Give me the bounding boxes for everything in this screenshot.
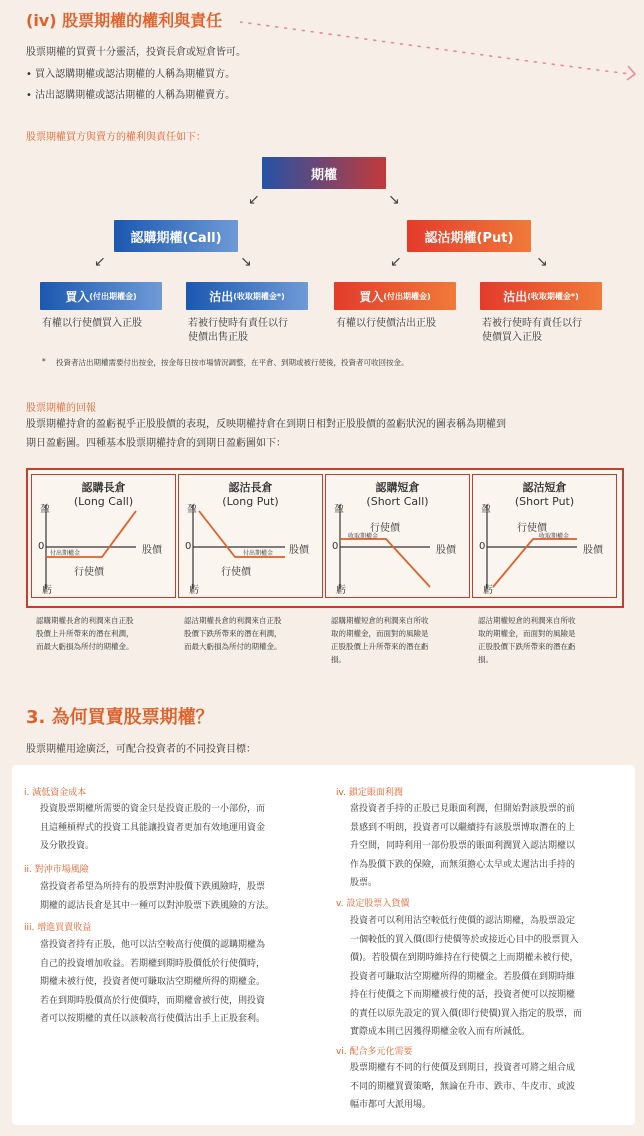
section-3-intro: 股票期權用途廣泛，可配合投資者的不同投資目標： bbox=[26, 744, 256, 755]
call-sell-label: 沽出 bbox=[209, 289, 234, 304]
panel-long-call bbox=[31, 474, 176, 598]
panel-subtitle: (Short Call) bbox=[366, 495, 429, 508]
desc-line: 而最大虧損為所付的期權金。 bbox=[36, 642, 134, 651]
price-label: 股價 bbox=[142, 545, 162, 556]
reason-line: 升空間，同時利用一部份股票的賬面利潤買入認沽期權以 bbox=[350, 841, 576, 851]
call-sell-desc-1: 若被行使時有責任以行 bbox=[188, 318, 288, 329]
arrow-right-icon: ↘ bbox=[388, 192, 400, 208]
short-put-desc bbox=[478, 614, 606, 666]
zero-label: 0 bbox=[479, 541, 486, 552]
strike-label: 行使價 bbox=[74, 567, 104, 578]
reason-title: v. 設定股票入貨價 bbox=[336, 899, 410, 909]
premium-label: 收取期權金 bbox=[539, 533, 570, 540]
call-sell-box bbox=[186, 282, 308, 310]
bullet-seller: • 沽出認購期權或認沽期權的人稱為期權賣方。 bbox=[26, 90, 236, 101]
section-iv-title: (iv) 股票期權的權利與責任 bbox=[26, 11, 223, 30]
profit-label: 盈 bbox=[481, 504, 491, 515]
reason-line: 股票。 bbox=[350, 878, 378, 888]
long-put-desc bbox=[184, 614, 312, 653]
call-buy-desc: 有權以行使價買入正股 bbox=[42, 318, 142, 329]
panel-short-put bbox=[472, 474, 617, 598]
price-label: 股價 bbox=[436, 545, 456, 556]
put-buy-label: 買入 bbox=[359, 289, 384, 304]
loss-label: 虧 bbox=[42, 585, 52, 596]
long-call-desc bbox=[36, 614, 164, 653]
reason-body bbox=[40, 878, 274, 915]
options-box: 期權 bbox=[262, 157, 386, 189]
reason-line: 的責任以原先設定的買入價(即行使價)買入指定的股票，而 bbox=[350, 1008, 583, 1019]
returns-heading: 股票期權的回報 bbox=[26, 403, 96, 414]
panel-short-call bbox=[325, 474, 470, 598]
call-buy-note: (付出期權金) bbox=[89, 291, 137, 301]
put-buy-note: (付出期權金) bbox=[383, 291, 431, 301]
reason-line: 及分散投資。 bbox=[40, 841, 95, 851]
call-sell-note: (收取期權金*) bbox=[233, 291, 285, 301]
reason-body bbox=[350, 800, 575, 893]
profit-label: 盈 bbox=[334, 504, 344, 515]
returns-text-1: 股票期權持倉的盈虧視乎正股股價的表現，反映期權持倉在到期日相對正股股價的盈虧狀況的圖表稱為期權到 bbox=[26, 419, 506, 430]
reason-line: 當投資者手持的正股已見賬面利潤，但開始對該股票的前 bbox=[350, 804, 576, 814]
desc-line: 正股股價上升所帶來的潛在虧 bbox=[331, 642, 429, 651]
bullet-buyer: • 買入認購期權或認沽期權的人稱為期權買方。 bbox=[26, 69, 236, 80]
desc-line: 正股股價下跌所帶來的潛在虧 bbox=[478, 642, 576, 651]
put-sell-desc-1: 若被行使時有責任以行 bbox=[482, 318, 582, 329]
premium-label: 付出期權金 bbox=[50, 550, 81, 557]
long-put-chart bbox=[179, 475, 322, 597]
strike-label: 行使價 bbox=[370, 523, 400, 534]
desc-line: 認沽期權短倉的利潤來自所收 bbox=[478, 616, 576, 625]
reason-line: 投資者可賺取沽空期權所得的期權金。若股價在到期時維 bbox=[350, 971, 576, 982]
call-sell-desc-2: 使價出售正股 bbox=[188, 332, 248, 343]
desc-line: 認購期權長倉的利潤來自正股 bbox=[36, 616, 134, 625]
desc-line: 損。 bbox=[478, 655, 493, 664]
panel-subtitle: (Long Call) bbox=[73, 495, 134, 508]
price-label: 股價 bbox=[289, 545, 309, 556]
reason-line: 投資股票期權所需要的資金只是投資正股的一小部份，而 bbox=[40, 804, 266, 814]
reason-title: iii. 增進買賣收益 bbox=[24, 923, 92, 933]
rights-subheading: 股票期權買方與賣方的權利與責任如下： bbox=[26, 132, 206, 143]
premium-label: 付出期權金 bbox=[243, 550, 274, 557]
panel-title: 認購短倉 bbox=[375, 481, 420, 494]
desc-line: 損。 bbox=[331, 655, 346, 664]
reason-line: 自己的投資增加收益。若期權到期時股價低於行使價時， bbox=[40, 958, 266, 969]
desc-line: 認沽期權長倉的利潤來自正股 bbox=[184, 616, 282, 625]
panel-subtitle: (Long Put) bbox=[222, 495, 279, 508]
footnote-star: * bbox=[42, 357, 46, 366]
reason-body bbox=[40, 936, 265, 1029]
desc-line: 取的期權金，而面對的風險是 bbox=[331, 629, 429, 638]
put-sell-label: 沽出 bbox=[503, 289, 528, 304]
reason-line: 且這種槓桿式的投資工具能讓投資者更加有效地運用資金 bbox=[40, 822, 266, 833]
zero-label: 0 bbox=[332, 541, 339, 552]
desc-line: 股價下跌所帶來的潛在利潤， bbox=[184, 629, 282, 638]
put-sell-desc-2: 使價買入正股 bbox=[482, 332, 542, 343]
desc-line: 而最大虧損為所付的期權金。 bbox=[184, 642, 282, 651]
profit-label: 盈 bbox=[187, 504, 197, 515]
panel-title: 認沽長倉 bbox=[228, 481, 273, 494]
desc-line: 認購期權短倉的利潤來自所收 bbox=[331, 616, 429, 625]
loss-label: 虧 bbox=[483, 585, 493, 596]
reason-line: 作為股價下跌的保險，而無須擔心太早或太遲沽出手持的 bbox=[350, 859, 576, 870]
reason-line: 投資者可以利用沽空較低行使價的認沽期權，為股票設定 bbox=[350, 916, 576, 926]
arrow-down-right-icon: ↘ bbox=[536, 254, 548, 270]
reason-line: 實際成本則已因獲得期權金收入而有所減低。 bbox=[350, 1027, 531, 1037]
call-buy-label: 買入 bbox=[65, 289, 90, 304]
reason-body bbox=[350, 912, 582, 1042]
zero-label: 0 bbox=[38, 541, 45, 552]
premium-label: 收取期權金 bbox=[348, 533, 379, 540]
reason-line: 若在到期時股價高於行使價時，而期權會被行使，則投資 bbox=[40, 995, 266, 1006]
arrow-down-left-icon: ↙ bbox=[390, 254, 402, 270]
reason-body bbox=[350, 1059, 575, 1115]
reason-line: 期權的認沽長倉是其中一種可以對沖股票下跌風險的方法。 bbox=[40, 900, 275, 911]
intro-text: 股票期權的買賣十分靈活，投資長倉或短倉皆可。 bbox=[26, 47, 246, 58]
reason-line: 幅市都可大派用場。 bbox=[350, 1100, 432, 1110]
decorative-dotted-arrow bbox=[240, 18, 640, 88]
reason-title: i. 減低資金成本 bbox=[24, 788, 87, 798]
profit-label: 盈 bbox=[40, 504, 50, 515]
call-option-box: 認購期權(Call) bbox=[114, 220, 238, 252]
reason-body bbox=[40, 800, 265, 856]
panel-long-put bbox=[178, 474, 323, 598]
price-label: 股價 bbox=[583, 545, 603, 556]
section-3-title: 3. 為何買賣股票期權？ bbox=[26, 707, 214, 728]
reason-line: 當投資者持有正股，他可以沽空較高行使價的認購期權為 bbox=[40, 940, 266, 950]
reason-line: 股票期權有不同的行使價及到期日，投資者可將之組合成 bbox=[350, 1063, 576, 1073]
reason-title: ii. 對沖市場風險 bbox=[24, 865, 89, 875]
panel-subtitle: (Short Put) bbox=[514, 495, 575, 508]
put-sell-note: (收取期權金*) bbox=[527, 291, 579, 301]
reason-line: 不同的期權買賣策略，無論在升市、跌市、牛皮市、或波 bbox=[350, 1081, 576, 1092]
loss-label: 虧 bbox=[336, 585, 346, 596]
arrow-left-icon: ↙ bbox=[248, 192, 260, 208]
arrow-down-right-icon: ↘ bbox=[240, 254, 252, 270]
reason-title: iv. 鎖定賬面利潤 bbox=[336, 788, 403, 798]
zero-label: 0 bbox=[185, 541, 192, 552]
short-call-desc bbox=[331, 614, 459, 666]
returns-text-2: 期日盈虧圖。四種基本股票期權持倉的到期日盈虧圖如下： bbox=[26, 438, 286, 449]
strike-label: 行使價 bbox=[517, 523, 547, 534]
reason-line: 持在行使價之下而期權被行使的話，投資者便可以按期權 bbox=[350, 990, 576, 1000]
put-option-box: 認沽期權(Put) bbox=[407, 220, 531, 252]
long-call-chart bbox=[32, 475, 175, 597]
desc-line: 股價上升所帶來的潛在利潤， bbox=[36, 629, 134, 638]
reason-line: 期權未被行使，投資者便可賺取沽空期權所得的期權金。 bbox=[40, 977, 266, 987]
desc-line: 取的期權金，而面對的風險是 bbox=[478, 629, 576, 638]
loss-label: 虧 bbox=[189, 585, 199, 596]
footnote: 投資者沽出期權需要付出按金，按金每日按市場情況調整，在平倉、到期或被行使後，投資者可收回按金。 bbox=[56, 358, 409, 367]
reason-line: 者可以按期權的責任以該較高行使價沽出手上正股套利。 bbox=[40, 1014, 266, 1024]
reason-line: 一個較低的買入價(即行使價等於或接近心目中的股票買入 bbox=[350, 934, 579, 945]
panel-title: 認購長倉 bbox=[81, 481, 126, 494]
put-buy-box bbox=[334, 282, 456, 310]
reason-line: 當投資者希望為所持有的股票對沖股價下跌風險時，股票 bbox=[40, 882, 266, 892]
reason-title: vi. 配合多元化需要 bbox=[336, 1047, 413, 1057]
put-buy-desc: 有權以行使價沽出正股 bbox=[336, 318, 436, 329]
call-buy-box bbox=[40, 282, 162, 310]
arrow-down-left-icon: ↙ bbox=[94, 254, 106, 270]
put-sell-box bbox=[480, 282, 602, 310]
panel-title: 認沽短倉 bbox=[522, 481, 567, 494]
strike-label: 行使價 bbox=[221, 567, 251, 578]
reason-line: 價)。若股價在到期時維持在行使價之上而期權未被行使， bbox=[350, 953, 579, 963]
reason-line: 景感到不明朗，投資者可以繼續持有該股票博取潛在的上 bbox=[350, 822, 576, 833]
